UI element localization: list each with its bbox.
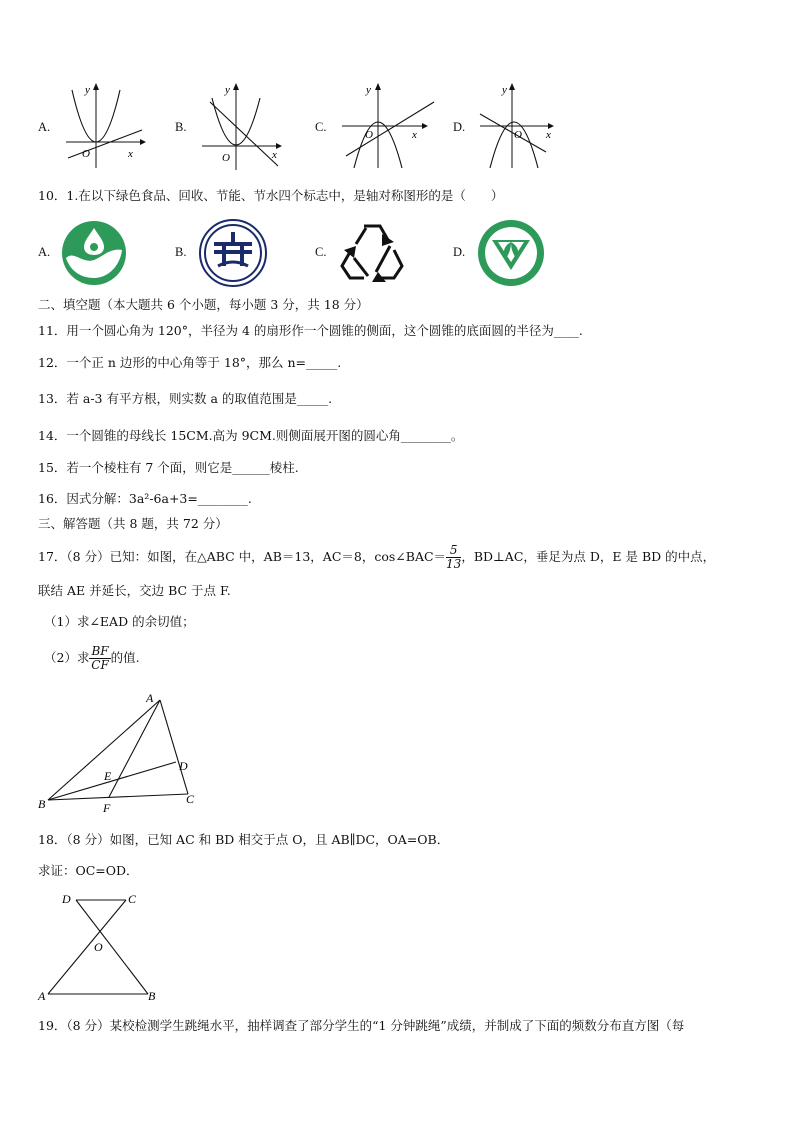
q14: 14．一个圆锥的母线长 15CM.高为 9CM.则侧面展开图的圆心角________。 [38,428,464,443]
q19: 19．（8 分）某校检测学生跳绳水平，抽样调查了部分学生的“1 分钟跳绳”成绩，并制成了下面的频数分布直方图（每 [38,1018,685,1033]
point-a-label: A [146,691,154,705]
q17-line1-post: ，BD⊥AC，垂足为点 D，E 是 BD 的中点， [461,549,716,564]
q9-option-b-graph [198,80,288,170]
q18-line1: 18．（8 分）如图，已知 AC 和 BD 相交于点 O，且 AB∥DC，OA=OB． [38,832,450,847]
q18-line2: 求证：OC=OD． [38,863,139,878]
q17-line1-pre: 17．（8 分）已知：如图，在△ABC 中，AB＝13，AC＝8，cos∠BAC＝ [38,549,447,564]
q13: 13．若 a-3 有平方根，则实数 a 的取值范围是_____. [38,391,333,406]
origin-label: O [222,152,230,164]
q17-cos-fraction [446,544,461,571]
point-c-label: C [128,892,137,906]
point-b-label: B [148,989,156,1003]
q9-option-d-label: D. [453,120,466,134]
q17-part2 [44,640,140,676]
point-d-label: D [179,759,188,773]
q9-option-c-label: C. [315,120,327,134]
q9-option-d-graph [476,80,566,170]
q17-triangle-figure [36,688,200,818]
origin-label: O [365,129,373,141]
point-a-label: A [38,989,46,1003]
q17-line2: 联结 AE 并延长，交边 BC 于点 F. [38,583,231,598]
water-saving-logo-icon [476,218,546,288]
fraction-numerator: 5 [446,544,461,558]
y-axis-label: y [225,84,230,96]
q12: 12．一个正 n 边形的中心角等于 18°，那么 n=_____. [38,355,342,370]
x-axis-label: x [272,149,277,161]
section-2-heading: 二、填空题（本大题共 6 个小题，每小题 3 分，共 18 分） [38,297,369,312]
q10-stem: 10．1.在以下绿色食品、回收、节能、节水四个标志中，是轴对称图形的是（ ） [38,188,504,203]
q10-option-d-label: D. [453,245,466,259]
fraction-denominator: CF [91,658,109,672]
q17-bf-cf-fraction [89,645,110,672]
q10-option-a-label: A. [38,245,51,259]
q18-hourglass-figure [36,888,166,1006]
q10-option-b-label: B. [175,245,187,259]
q17-part2-post: 的值. [110,650,140,665]
q9-option-b-label: B. [175,120,187,134]
x-axis-label: x [546,129,551,141]
energy-saving-logo-icon [198,218,268,288]
point-b-label: B [38,797,46,811]
green-food-logo-icon [60,220,128,286]
point-c-label: C [186,792,195,806]
x-axis-label: x [128,148,133,160]
y-axis-label: y [85,84,90,96]
origin-label: O [514,129,522,141]
point-d-label: D [62,892,71,906]
q16: 16．因式分解：3a²-6a+3=________. [38,491,252,506]
q17-part2-pre: （2）求 [44,650,90,665]
q17-line1 [38,538,715,576]
q10-option-c-label: C. [315,245,327,259]
x-axis-label: x [412,129,417,141]
q9-option-c-graph [338,80,438,170]
q9-option-a-label: A. [38,120,51,134]
y-axis-label: y [502,84,507,96]
origin-label: O [82,148,90,160]
fraction-denominator: 13 [446,557,462,571]
section-3-heading: 三、解答题（共 8 题，共 72 分） [38,516,228,531]
q9-option-a-graph [58,80,148,170]
q15: 15．若一个棱柱有 7 个面，则它是______棱柱. [38,460,299,475]
point-e-label: E [104,769,112,783]
fraction-numerator: BF [91,644,109,658]
q17-part1: （1）求∠EAD 的余切值； [44,614,195,629]
point-o-label: O [94,940,103,954]
q11: 11．用一个圆心角为 120°，半径为 4 的扇形作一个圆锥的侧面，这个圆锥的底面圆的半径为____. [38,323,583,338]
recycle-logo-icon [338,220,406,284]
y-axis-label: y [366,84,371,96]
point-f-label: F [103,801,111,815]
